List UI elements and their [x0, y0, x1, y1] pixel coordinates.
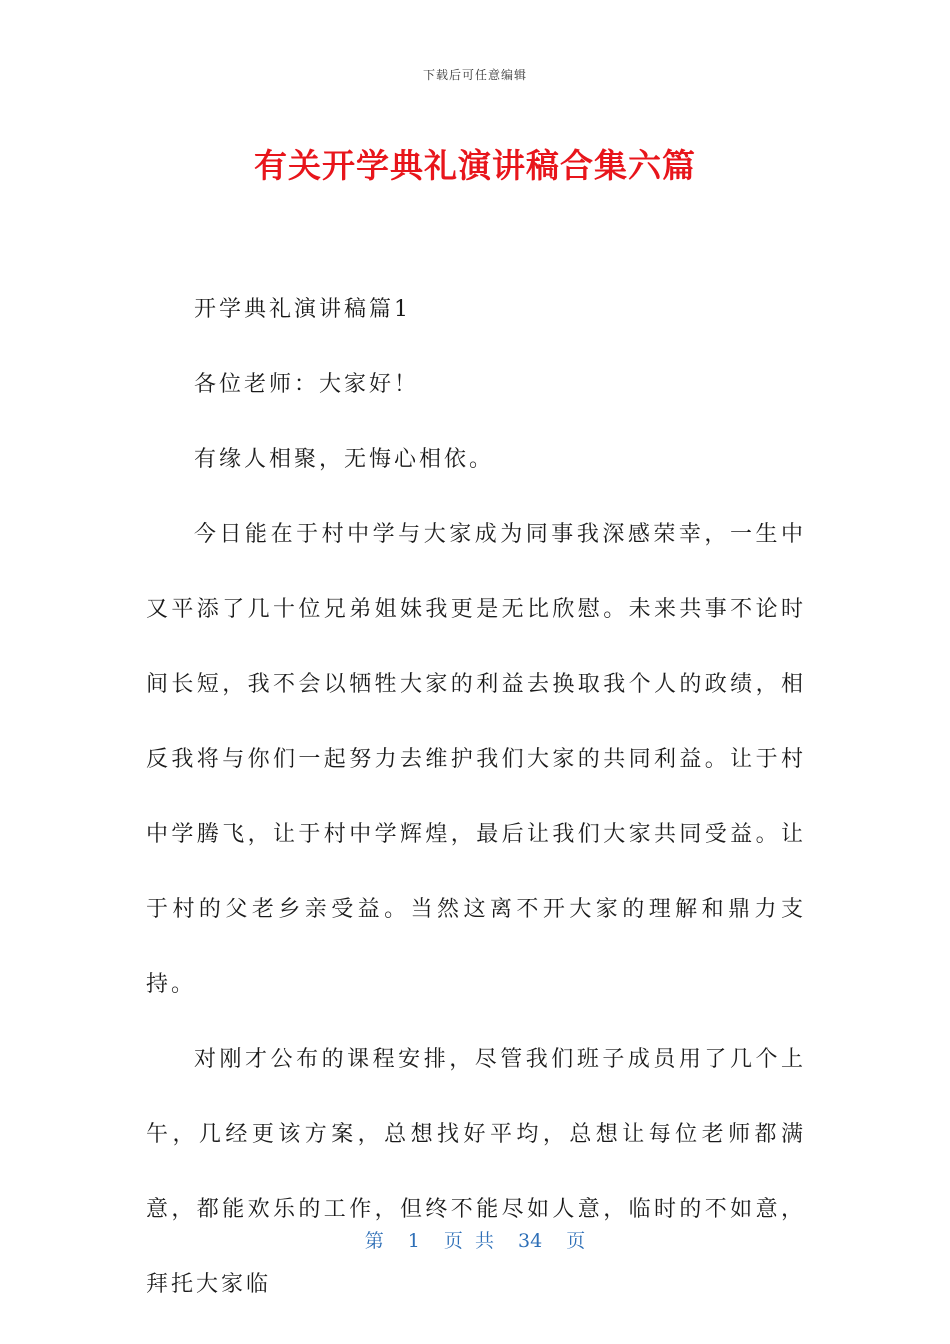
- footer-suffix: 页: [566, 1230, 586, 1252]
- section-heading: 开学典礼演讲稿篇1: [194, 297, 411, 322]
- footer-middle: 页 共: [443, 1230, 494, 1252]
- body-paragraph: 今日能在于村中学与大家成为同事我深感荣幸，一生中又平添了几十位兄弟姐妹我更是无比欣慰。未来共事不论时间长短，我不会以牺牲大家的利益去换取我个人的政绩，相反我将与你们一起努力去维护我们大家的共同利益。让于村中学腾飞，让于村中学辉煌，最后让我们大家共同受益。让于村的父老乡亲受益。当然这离不开大家的理解和鼎力支持。: [146, 522, 806, 997]
- document-body: [146, 272, 806, 1322]
- total-pages-number: 34: [518, 1230, 543, 1252]
- page-number-footer: [0, 1226, 950, 1253]
- current-page-number: 1: [407, 1230, 420, 1252]
- greeting-paragraph: 各位老师：大家好！: [194, 372, 420, 397]
- header-note: 下载后可任意编辑: [422, 68, 527, 82]
- body-paragraph: 对刚才公布的课程安排，尽管我们班子成员用了几个上午，几经更该方案，总想找好平均，总想让每位老师都满意，都能欢乐的工作，但终不能尽如人意，临时的不如意，拜托大家临: [146, 1047, 806, 1297]
- footer-prefix: 第: [364, 1230, 384, 1252]
- document-title: 有关开学典礼演讲稿合集六篇: [254, 146, 696, 185]
- body-paragraph: 有缘人相聚，无悔心相依。: [194, 447, 495, 472]
